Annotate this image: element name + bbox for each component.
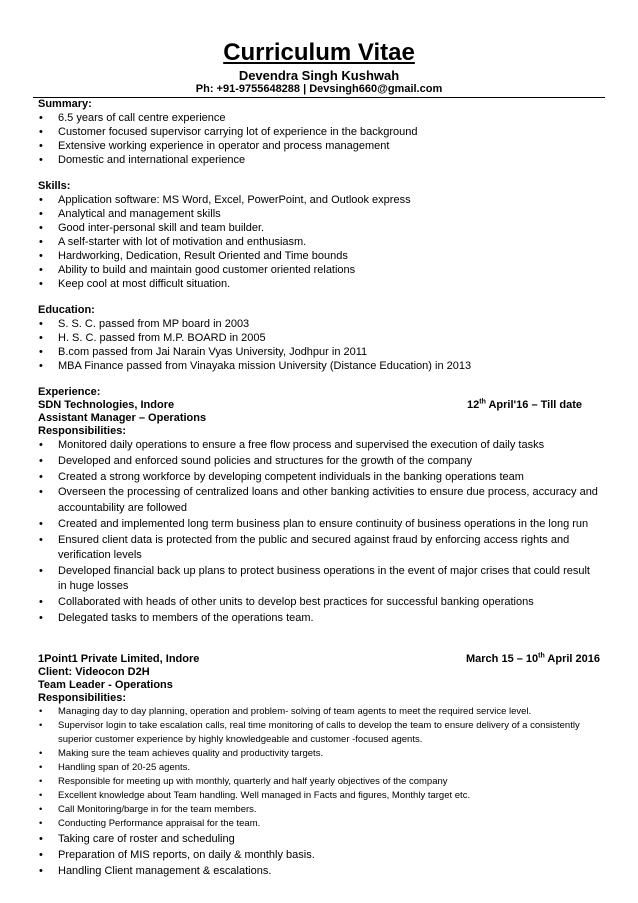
list-item: • Call Monitoring/barge in for the team members. [38, 803, 600, 817]
list-item: • Overseen the processing of centralized loans and other banking activities to ensure due process, accuracy and accountability are followed [38, 485, 600, 516]
list-item: • 6.5 years of call centre experience [38, 111, 600, 125]
list-item: • Responsible for meeting up with monthly, quarterly and half yearly objectives of the company [38, 775, 600, 789]
list-item: • Extensive working experience in operator and process management [38, 139, 600, 153]
list-item: • Preparation of MIS reports, on daily & monthly basis. [38, 847, 600, 863]
list-item: • H. S. C. passed from M.P. BOARD in 2005 [38, 331, 600, 345]
list-item: • Ensured client data is protected from the public and secured against fraud by enforcing access rights and verification levels [38, 533, 600, 564]
list-item: • Keep cool at most difficult situation. [38, 277, 600, 291]
list-item: • S. S. C. passed from MP board in 2003 [38, 317, 600, 331]
list-item: • Created and implemented long term business plan to ensure continuity of business operations in the long run [38, 517, 600, 533]
job2-client: Client: Videocon D2H [38, 665, 150, 678]
list-item: • Developed financial back up plans to protect business operations in the event of major crises that could result in huge losses [38, 564, 600, 595]
list-item: • B.com passed from Jai Narain Vyas University, Jodhpur in 2011 [38, 345, 600, 359]
job1-company: SDN Technologies, Indore [38, 399, 175, 411]
list-item: • Domestic and international experience [38, 153, 600, 167]
list-item: • Collaborated with heads of other units to develop best practices for successful banking operations [38, 595, 600, 611]
job2-resp-heading: Responsibilities: [38, 691, 127, 704]
job1-resp-heading: Responsibilities: [38, 425, 127, 437]
list-item: • MBA Finance passed from Vinayaka mission University (Distance Education) in 2013 [38, 359, 600, 373]
summary-heading: Summary: [38, 98, 92, 110]
document-title: Curriculum Vitae [223, 39, 415, 66]
job2-role: Team Leader - Operations [38, 678, 173, 691]
list-item: • Developed and enforced sound policies and structures for the growth of the company [38, 454, 600, 470]
contact-line: Ph: +91-9755648288 | Devsingh660@gmail.com [33, 83, 605, 98]
job1-role: Assistant Manager – Operations [38, 412, 207, 424]
list-item: • Hardworking, Dedication, Result Oriented and Time bounds [38, 249, 600, 263]
job1-responsibilities [38, 438, 600, 627]
education-heading: Education: [38, 304, 95, 316]
skills-heading: Skills: [38, 180, 71, 192]
list-item: • Making sure the team achieves quality and productivity targets. [38, 747, 600, 761]
summary-list [38, 111, 600, 167]
job1-header [38, 399, 600, 412]
list-item: • Delegated tasks to members of the operations team. [38, 611, 600, 627]
list-item: • Analytical and management skills [38, 207, 600, 221]
job2-header [38, 653, 600, 666]
experience-heading: Experience: [38, 386, 101, 398]
list-item: • Handling span of 20-25 agents. [38, 761, 600, 775]
job2-company: 1Point1 Private Limited, Indore [38, 652, 200, 665]
candidate-name: Devendra Singh Kushwah [238, 68, 400, 83]
list-item: • Excellent knowledge about Team handling. Well managed in Facts and figures, Monthly target etc. [38, 789, 600, 803]
list-item: • Managing day to day planning, operation and problem- solving of team agents to meet the required service level. [38, 705, 600, 719]
list-item: • Taking care of roster and scheduling [38, 831, 600, 847]
list-item: • Customer focused supervisor carrying lot of experience in the background [38, 125, 600, 139]
list-item: • Created a strong workforce by developing competent individuals in the banking operations team [38, 470, 600, 486]
job2-dates: March 15 – 10th April 2016 [466, 652, 600, 665]
list-item: • Application software: MS Word, Excel, PowerPoint, and Outlook express [38, 193, 600, 207]
skills-list [38, 193, 600, 291]
list-item: • Ability to build and maintain good customer oriented relations [38, 263, 600, 277]
education-list [38, 317, 600, 373]
job1-dates: 12th April'16 – Till date [466, 398, 582, 411]
list-item: • Good inter-personal skill and team builder. [38, 221, 600, 235]
list-item: • A self-starter with lot of motivation and enthusiasm. [38, 235, 600, 249]
list-item: • Handling Client management & escalations. [38, 863, 600, 879]
list-item: • Conducting Performance appraisal for the team. [38, 817, 600, 831]
list-item: • Supervisor login to take escalation calls, real time monitoring of calls to develop the team to ensure delivery of a consistently superior customer experience by highly knowledgeable and customer -focused agents. [38, 719, 600, 747]
list-item: • Monitored daily operations to ensure a free flow process and supervised the execution of daily tasks [38, 438, 600, 454]
job2-responsibilities [38, 705, 600, 879]
